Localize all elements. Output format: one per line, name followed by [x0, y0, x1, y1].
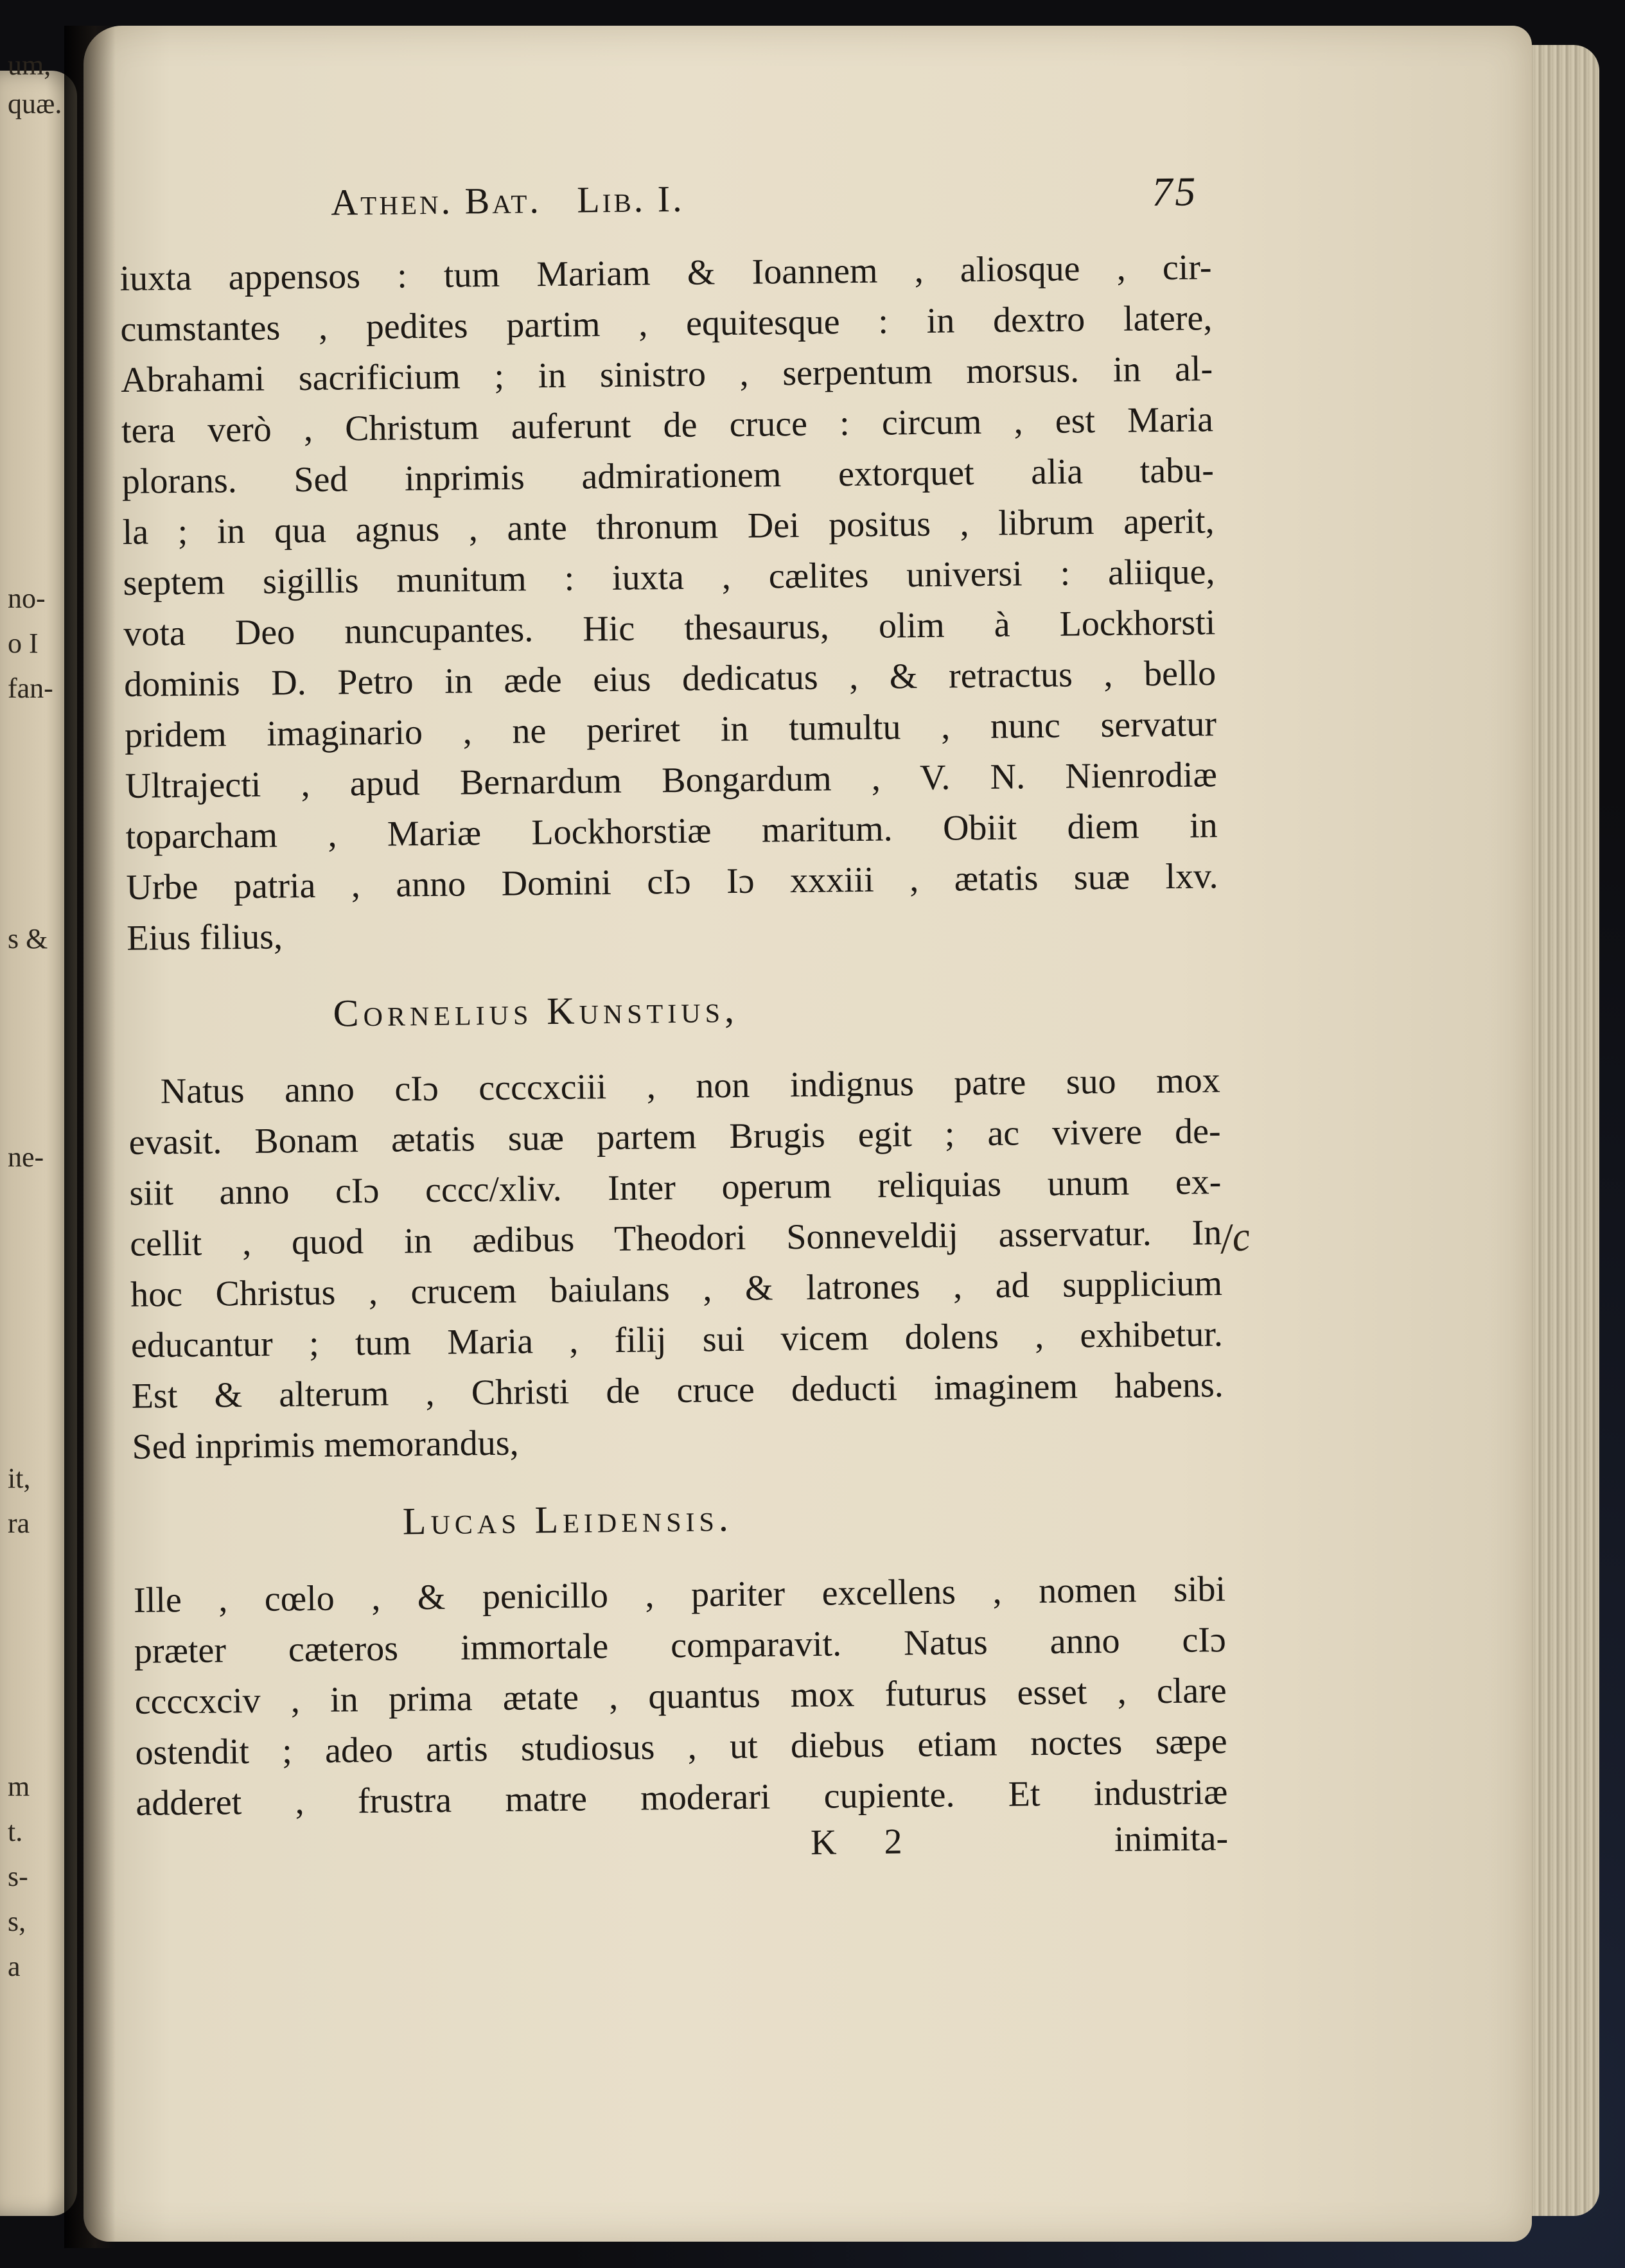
paragraph-2 — [128, 1055, 1224, 1473]
text-line: Est & alterum , Christi de cruce deducti imaginem habens. — [131, 1365, 1224, 1416]
section-heading-cornelius: Cornelius Kunstius, — [333, 987, 739, 1035]
text-line: Abrahami sacrificium ; in sinistro , serpentum morsus. in al- — [120, 349, 1213, 400]
fragment-text: ra — [8, 1508, 30, 1539]
handwritten-margin-note: /c — [1217, 1213, 1253, 1262]
text-line: plorans. Sed inprimis admirationem extorquet alia tabu- — [121, 450, 1215, 502]
fragment-text: quæ. — [8, 88, 62, 119]
text-line: Natus anno cIɔ ccccxciii , non indignus patre suo mox — [160, 1060, 1221, 1112]
running-head-title: Athen. Bat. Lib. I. — [330, 177, 685, 224]
fragment-text: m — [8, 1771, 30, 1802]
text-line: cellit , quod in ædibus Theodori Sonneveldij asservatur. In — [129, 1213, 1222, 1264]
fragment-text: o I — [8, 628, 39, 659]
fragment-text: s, — [8, 1906, 26, 1937]
text-line: pridem imaginario , ne periret in tumultu , nunc servatur — [124, 704, 1217, 755]
paragraph-1 — [119, 242, 1218, 964]
fragment-text: s- — [8, 1861, 28, 1892]
fragment-text: no- — [8, 583, 46, 614]
fragment-text: a — [8, 1951, 21, 1982]
text-line: Ultrajecti , apud Bernardum Bongardum , V. N. Nienrodiæ — [125, 755, 1218, 806]
book-gutter-shadow — [64, 26, 116, 2248]
text-line: siit anno cIɔ cccc/xliv. Inter operum reliquias unum ex- — [129, 1162, 1222, 1213]
fragment-text: t. — [8, 1816, 23, 1847]
text-line: adderet , frustra matre moderari cupiente. Et industriæ — [136, 1772, 1228, 1824]
text-line: ccccxciv , in prima ætate , quantus mox futurus esset , clare — [134, 1671, 1227, 1722]
page-number: 75 — [1151, 168, 1199, 215]
text-line: la ; in qua agnus , ante thronum Dei positus , librum aperit, — [122, 501, 1215, 552]
text-line: ostendit ; adeo artis studiosus , ut diebus etiam noctes sæpe — [135, 1721, 1227, 1773]
text-line: dominis D. Petro in æde eius dedicatus , & retractus , bello — [123, 653, 1217, 705]
signature-mark: K 2 — [810, 1822, 922, 1863]
text-line: educantur ; tum Maria , filij sui vicem dolens , exhibetur. — [130, 1314, 1224, 1366]
catchword: inimita- — [1114, 1818, 1229, 1859]
text-line: septem sigillis munitum : iuxta , cælites universi : aliique, — [123, 552, 1215, 603]
text-line: iuxta appensos : tum Mariam & Ioannem , aliosque , cir- — [119, 247, 1212, 299]
text-line: evasit. Bonam ætatis suæ partem Brugis egit ; ac vivere de- — [128, 1111, 1221, 1163]
fragment-text: s & — [8, 923, 48, 954]
text-line: vota Deo nuncupantes. Hic thesaurus, olim à Lockhorsti — [123, 602, 1216, 654]
text-line: Urbe patria , anno Domini cIɔ Iɔ xxxiii , ætatis suæ lxv. — [126, 856, 1218, 908]
text-line: toparcham , Mariæ Lockhorstiæ maritum. Obiit diem in — [125, 805, 1218, 857]
text-line: præter cæteros immortale comparavit. Natus anno cIɔ — [134, 1620, 1227, 1671]
text-line: Sed inprimis memorandus, — [132, 1423, 519, 1467]
running-head — [119, 168, 1211, 254]
text-line: hoc Christus , crucem baiulans , & latrones , ad supplicium — [130, 1263, 1223, 1315]
text-line: tera verò , Christum auferunt de cruce : circum , est Maria — [121, 400, 1214, 451]
paragraph-3 — [134, 1564, 1228, 1829]
fragment-text: fan- — [8, 672, 53, 704]
page-text-block — [119, 168, 1229, 1881]
fragment-text: um, — [8, 49, 51, 81]
fragment-text: it, — [8, 1463, 31, 1494]
fragment-text: ne- — [8, 1141, 44, 1173]
text-line: Ille , cœlo , & penicillo , pariter excellens , nomen sibi — [133, 1569, 1226, 1621]
text-line: Eius filius, — [126, 917, 283, 958]
text-line: cumstantes , pedites partim , equitesque : in dextro latere, — [120, 298, 1213, 349]
section-heading-lucas: Lucas Leidensis. — [402, 1497, 733, 1543]
